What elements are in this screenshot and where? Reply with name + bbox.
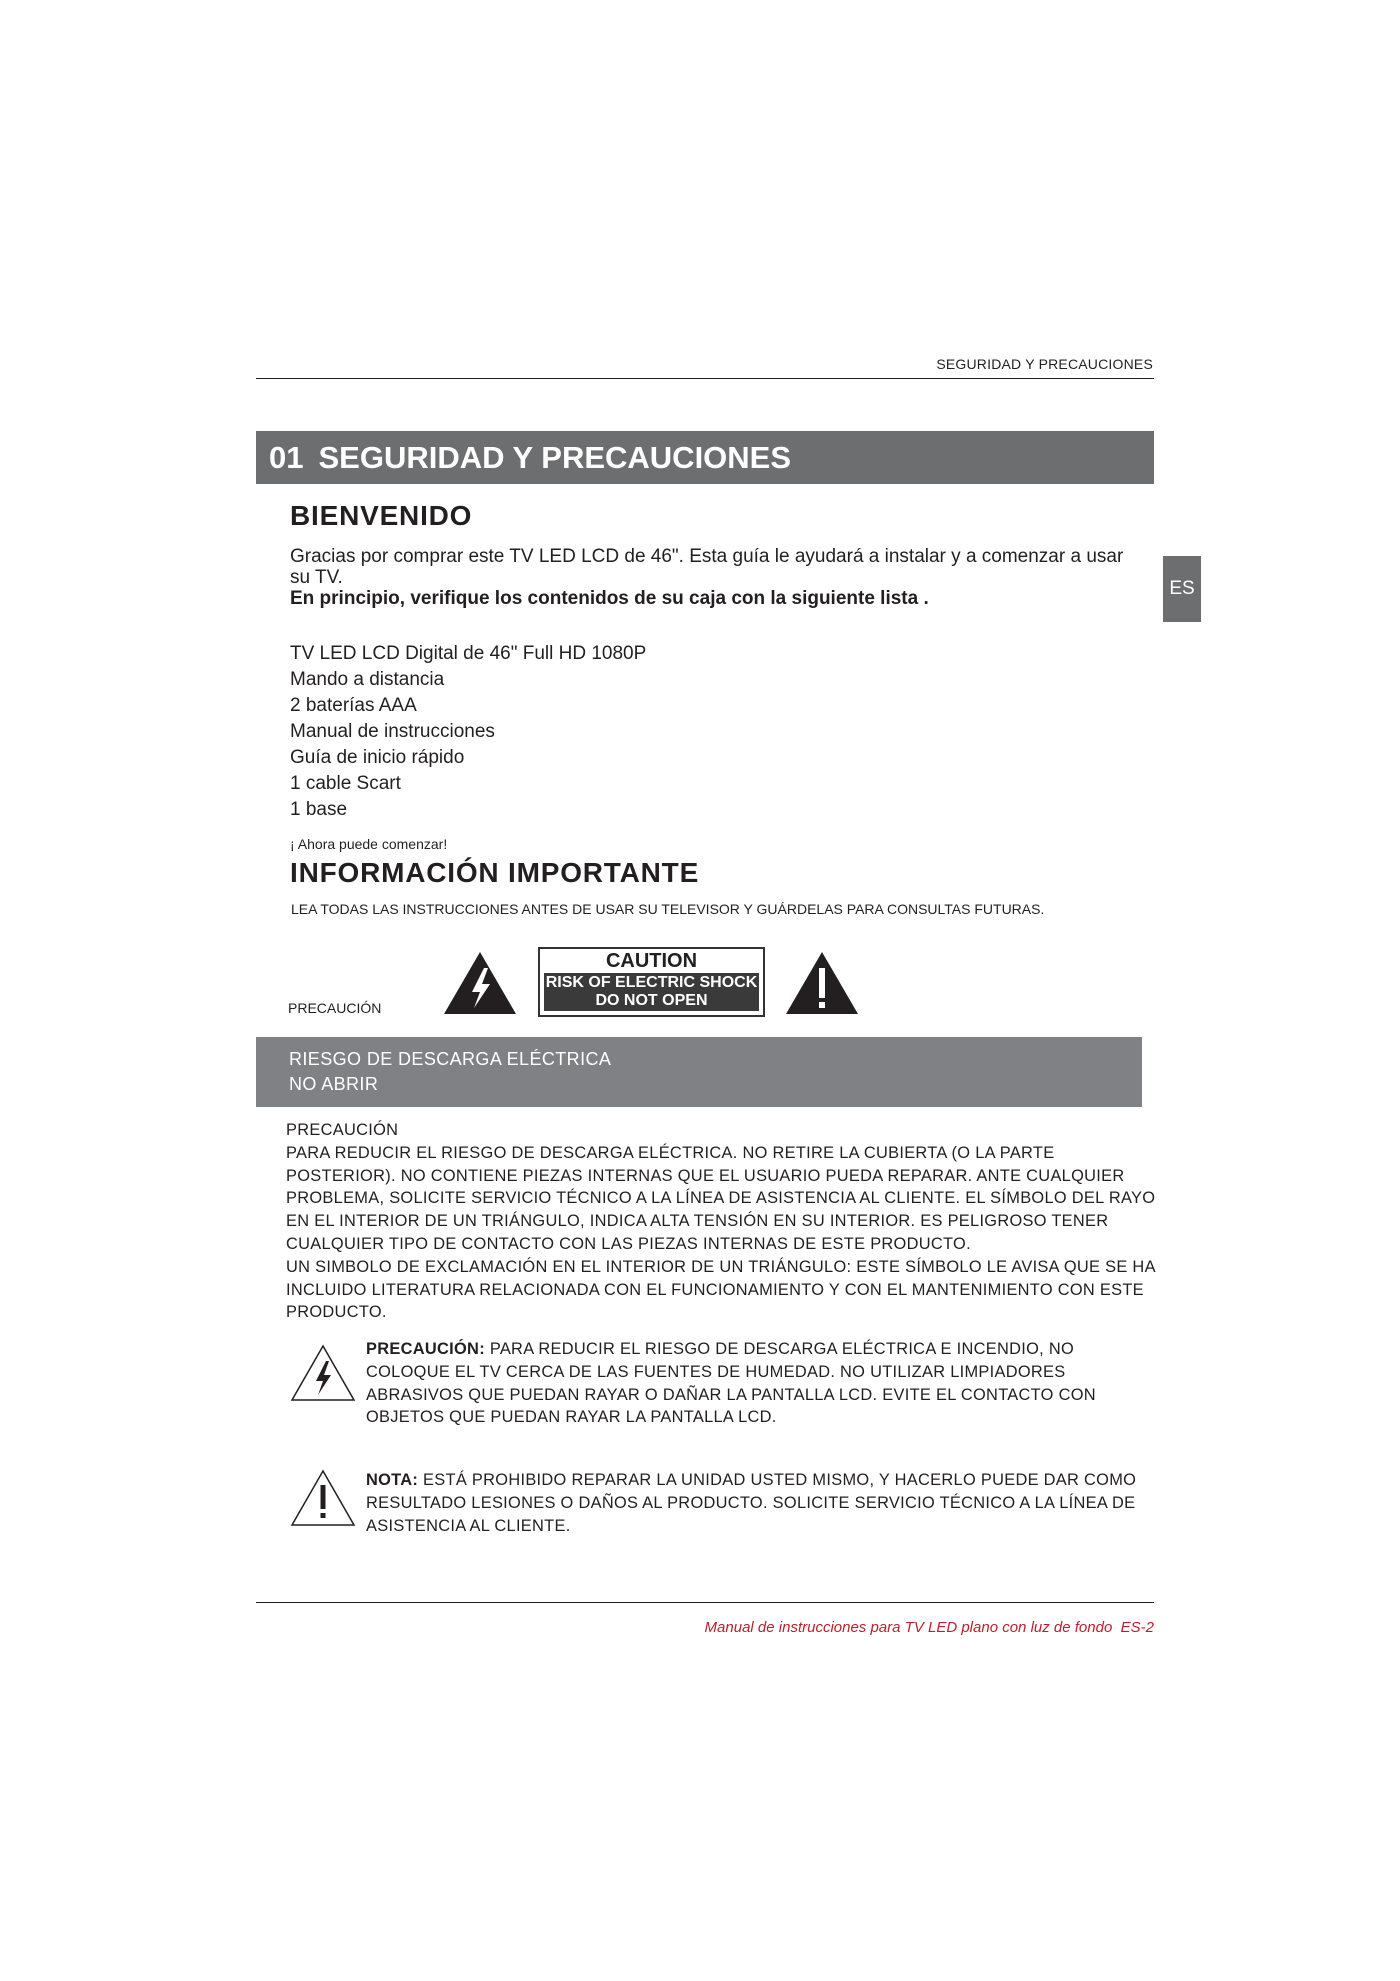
- precaution-text: PARA REDUCIR EL RIESGO DE DESCARGA ELÉCTRICA. NO RETIRE LA CUBIERTA (O LA PARTE POSTERIOR). NO CONTIENE PIEZAS INTERNAS QUE EL USUARIO PUEDA REPARAR. ANTE CUALQUIER PROBLEMA, SOLICITE SERVICIO TÉCNICO A LA LÍNEA DE ASISTENCIA AL CLIENTE. EL SÍMBOLO DEL RAYO EN EL INTERIOR DE UN TRIÁNGULO, INDICA ALTA TENSIÓN EN SU INTERIOR. ES PELIGROSO TENER CUALQUIER TIPO DE CONTACTO CON LAS PIEZAS INTERNAS DE ESTE PRODUCTO.: [286, 1143, 1156, 1253]
- caution-label: [538, 947, 765, 1017]
- section-banner: [256, 431, 1154, 484]
- list-item: TV LED LCD Digital de 46" Full HD 1080P: [290, 643, 647, 664]
- precaution-title: PRECAUCIÓN: [286, 1121, 399, 1139]
- risk-line-2: NO ABRIR: [289, 1074, 379, 1094]
- box-contents-list: [290, 641, 646, 823]
- risk-line-1: RIESGO DE DESCARGA ELÉCTRICA: [289, 1049, 612, 1069]
- header-rule: [256, 378, 1154, 379]
- page-footer: [705, 1619, 1154, 1636]
- list-item: 1 cable Scart: [290, 773, 401, 794]
- welcome-intro: [290, 546, 1130, 609]
- lightning-warning-icon: [442, 950, 518, 1016]
- check-contents-text: En principio, verifique los contenidos de su caja con la siguiente lista .: [290, 588, 929, 609]
- intro-text: Gracias por comprar este TV LED LCD de 46". Esta guía le ayudará a instalar y a comenzar a usar su TV.: [290, 546, 1124, 588]
- language-tab: ES: [1163, 556, 1201, 622]
- lightning-outline-icon: [289, 1343, 357, 1403]
- read-all-notice: LEA TODAS LAS INSTRUCCIONES ANTES DE USAR SU TELEVISOR Y GUÁRDELAS PARA CONSULTAS FUTURAS.: [291, 901, 1045, 917]
- risk-band: [256, 1037, 1142, 1107]
- section-title: SEGURIDAD Y PRECAUCIONES: [318, 439, 792, 475]
- list-item: Manual de instrucciones: [290, 721, 495, 742]
- nota-note: [366, 1469, 1156, 1537]
- caution-line-1: RISK OF ELECTRIC SHOCK: [545, 974, 758, 991]
- page-number: ES-2: [1120, 1619, 1154, 1636]
- running-header: SEGURIDAD Y PRECAUCIONES: [936, 356, 1153, 372]
- start-note: ¡ Ahora puede comenzar!: [290, 836, 448, 852]
- section-number: 01: [269, 439, 304, 475]
- list-item: Guía de inicio rápido: [290, 747, 465, 768]
- footer-rule: [256, 1602, 1154, 1603]
- exclamation-outline-icon: [289, 1468, 357, 1528]
- footer-manual-title: Manual de instrucciones para TV LED plano con luz de fondo: [704, 1619, 1113, 1636]
- important-heading: INFORMACIÓN IMPORTANTE: [290, 857, 700, 888]
- note-label: NOTA:: [366, 1471, 419, 1489]
- welcome-heading: BIENVENIDO: [290, 500, 473, 531]
- precaution-label: PRECAUCIÓN: [288, 1000, 382, 1016]
- note-text: PARA REDUCIR EL RIESGO DE DESCARGA ELÉCTRICA E INCENDIO, NO COLOQUE EL TV CERCA DE LAS FUENTES DE HUMEDAD. NO UTILIZAR LIMPIADORES ABRASIVOS QUE PUEDAN RAYAR O DAÑAR LA PANTALLA LCD. EVITE EL CONTACTO CON OBJETOS QUE PUEDAN RAYAR LA PANTALLA LCD.: [366, 1340, 1096, 1427]
- list-item: 1 base: [290, 799, 348, 820]
- list-item: Mando a distancia: [290, 669, 445, 690]
- caution-line-2: DO NOT OPEN: [595, 992, 708, 1009]
- note-text: ESTÁ PROHIBIDO REPARAR LA UNIDAD USTED MISMO, Y HACERLO PUEDE DAR COMO RESULTADO LESIONES O DAÑOS AL PRODUCTO. SOLICITE SERVICIO TÉCNICO A LA LÍNEA DE ASISTENCIA AL CLIENTE.: [366, 1471, 1137, 1535]
- precaution-paragraph: [286, 1119, 1156, 1324]
- precaution-note: [366, 1338, 1156, 1429]
- caution-title: CAUTION: [605, 950, 698, 972]
- caution-body: [544, 973, 759, 1011]
- list-item: 2 baterías AAA: [290, 695, 417, 716]
- exclamation-text: UN SIMBOLO DE EXCLAMACIÓN EN EL INTERIOR DE UN TRIÁNGULO: ESTE SÍMBOLO LE AVISA QUE SE HA INCLUIDO LITERATURA RELACIONADA CON EL FUNCIONAMIENTO Y CON EL MANTENIMIENTO CON ESTE PRODUCTO.: [286, 1257, 1155, 1322]
- exclamation-warning-icon: [784, 950, 860, 1016]
- note-label: PRECAUCIÓN:: [366, 1340, 485, 1358]
